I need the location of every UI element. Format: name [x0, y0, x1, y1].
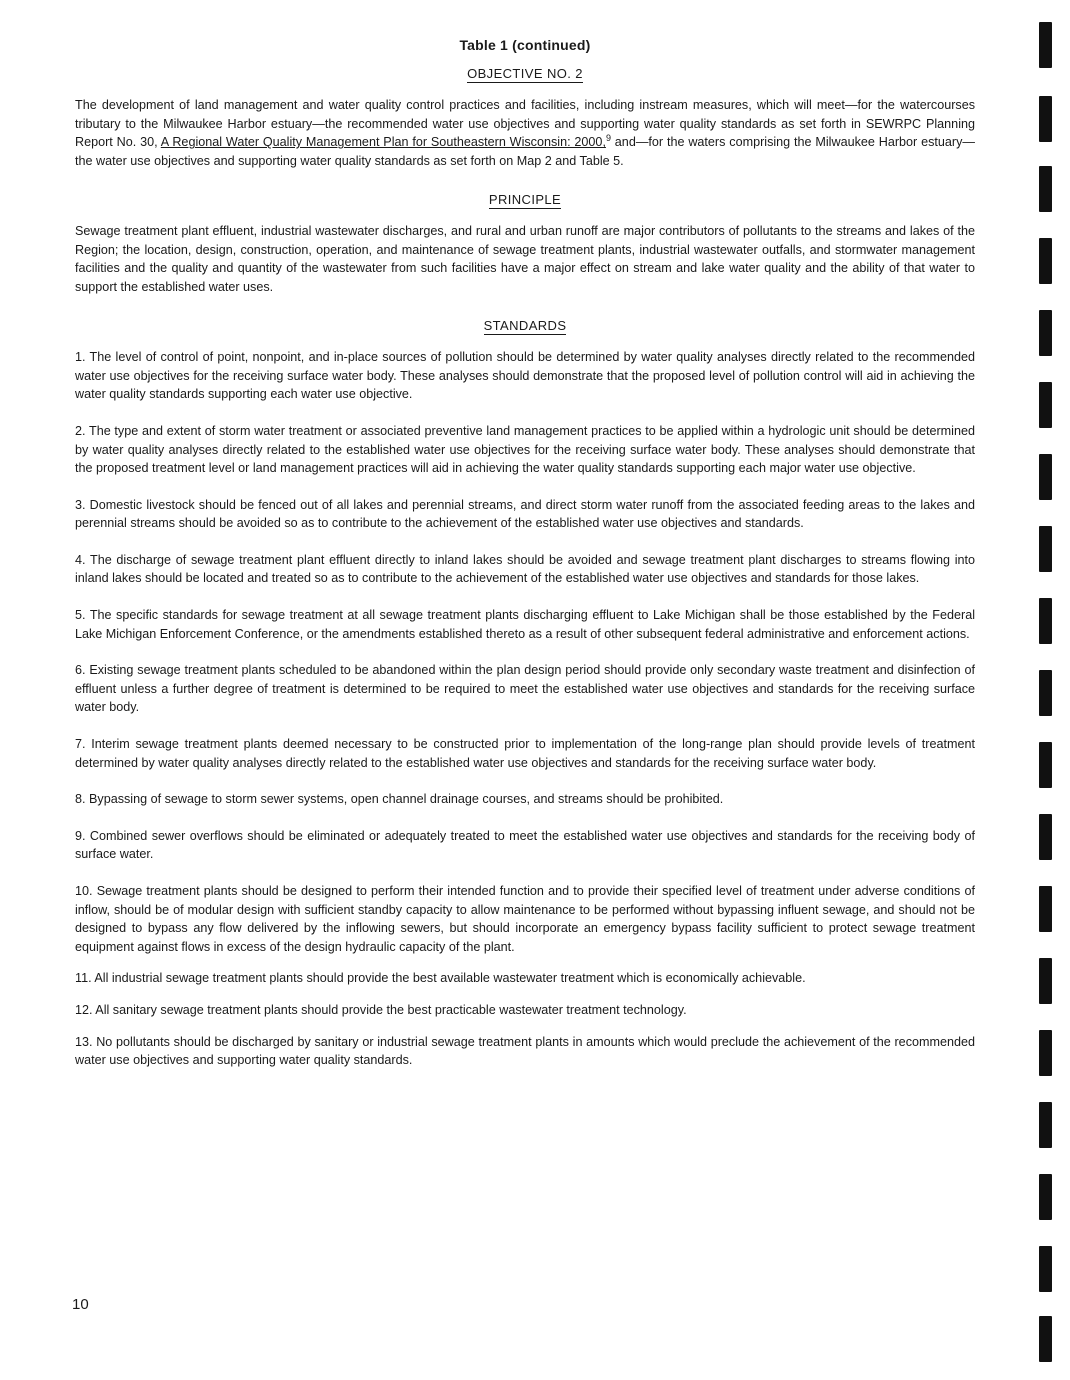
- footnote-marker: 9: [605, 133, 611, 144]
- binding-mark: [1039, 454, 1052, 500]
- binding-mark: [1039, 670, 1052, 716]
- standard-item-12: 12. All sanitary sewage treatment plants should provide the best practicable wastewater treatment technology.: [75, 1002, 687, 1017]
- table-title: Table 1 (continued): [459, 37, 591, 53]
- objective-heading: [75, 65, 975, 84]
- binding-mark: [1039, 742, 1052, 788]
- objective-text-after: and—for the waters comprising the Milwaukee Harbor estuary—the water use objectives and supporting water quality standards as set forth on Map 2 and Table 5.: [75, 135, 975, 168]
- standard-item-9: 9. Combined sewer overflows should be eliminated or adequately treated to meet the established water use objectives and standards for the receiving body of surface water.: [75, 828, 975, 862]
- standards-heading-text: STANDARDS: [483, 317, 567, 333]
- standard-item-11: 11. All industrial sewage treatment plants should provide the best available wastewater treatment which is economically achievable.: [75, 971, 806, 986]
- binding-marks: [1037, 0, 1057, 1380]
- standards-list: [75, 348, 975, 1070]
- objective-heading-text: OBJECTIVE NO. 2: [467, 65, 583, 81]
- binding-mark: [1039, 526, 1052, 572]
- binding-mark: [1039, 814, 1052, 860]
- document-content: [75, 36, 975, 1083]
- objective-paragraph: [75, 96, 975, 170]
- binding-mark: [1039, 1102, 1052, 1148]
- report-title: A Regional Water Quality Management Plan for Southeastern Wisconsin: 2000,: [160, 135, 606, 150]
- standard-item-2: 2. The type and extent of storm water treatment or associated preventive land management practices to be applied within a hydrologic unit should be determined by water quality analyses directly related to the established water use objectives for the receiving surface water body. These analyses should demonstrate that the proposed treatment level or land management practices will aid in achieving the water quality standards supporting each major water use objective.: [75, 423, 975, 476]
- binding-mark: [1039, 1174, 1052, 1220]
- principle-paragraph: Sewage treatment plant effluent, industrial wastewater discharges, and rural and urban runoff are major contributors of pollutants to the streams and lakes of the Region; the location, design, construction, operation, and maintenance of sewage treatment plants, industrial wastewater outfalls, and stormwater management facilities and the quality and quantity of the wastewater from such facilities have a major effect on stream and lake water quality and the ability of that water to support the established water uses.: [75, 224, 975, 294]
- principle-heading-text: PRINCIPLE: [488, 191, 562, 207]
- binding-mark: [1039, 96, 1052, 142]
- standard-item-5: 5. The specific standards for sewage treatment at all sewage treatment plants discharging effluent to Lake Michigan shall be those established by the Federal Lake Michigan Enforcement Conference, or the amendments established thereto as a result of other subsequent federal administrative and enforcement actions.: [75, 608, 975, 641]
- binding-mark: [1039, 22, 1052, 68]
- standard-item-10: 10. Sewage treatment plants should be designed to perform their intended function and to provide their specified level of treatment under adverse conditions of inflow, should be of modular design with sufficient standby capacity to allow maintenance to be performed without bypassing influent sewage, and should not be designed to bypass any flow delivered by the inflowing sewers, but should incorporate an emergency bypass facility sufficient to protect sewage treatment equipment against flows in excess of the design hydraulic capacity of the plant.: [75, 884, 975, 954]
- binding-mark: [1039, 382, 1052, 428]
- binding-mark: [1039, 1246, 1052, 1292]
- standards-heading: [75, 317, 975, 336]
- page-number: 10: [72, 1296, 89, 1313]
- binding-mark: [1039, 598, 1052, 644]
- standard-item-3: 3. Domestic livestock should be fenced out of all lakes and perennial streams, and direct storm water runoff from the associated feeding areas to the lakes and perennial streams should be avoided so as to contribute to the achievement of the established water use objectives and standards.: [75, 497, 975, 531]
- binding-mark: [1039, 238, 1052, 284]
- binding-mark: [1039, 310, 1052, 356]
- standard-item-7: 7. Interim sewage treatment plants deemed necessary to be constructed prior to implementation of the long-range plan should provide levels of treatment determined by water quality analyses directly related to the established water use objectives and standards for the receiving surface water body.: [75, 737, 975, 770]
- objective-text-before: The development of land management and water quality control practices and facilities, including instream measures, which will meet—for the watercourses tributary to the Milwaukee Harbor estuary—the recommended water use objectives and supporting water quality standards as set forth in SEWRPC Planning Report No. 30,: [75, 98, 975, 150]
- standard-item-4: 4. The discharge of sewage treatment plant effluent directly to inland lakes should be avoided and sewage treatment plant discharges to streams flowing into inland lakes should be located and treated so as to contribute to the achievement of the established water use objectives and standards for those lakes.: [75, 552, 975, 586]
- binding-mark: [1039, 1316, 1052, 1362]
- standard-item-1: 1. The level of control of point, nonpoint, and in-place sources of pollution should be determined by water quality analyses directly related to the recommended water use objectives for the receiving surface water body. These analyses should demonstrate that the proposed level of pollution control will aid in achieving the water quality standards supporting each water use objective.: [75, 350, 975, 402]
- binding-mark: [1039, 166, 1052, 212]
- binding-mark: [1039, 958, 1052, 1004]
- binding-mark: [1039, 886, 1052, 932]
- principle-heading: [75, 191, 975, 210]
- standard-item-13: 13. No pollutants should be discharged by sanitary or industrial sewage treatment plants in amounts which would preclude the achievement of the recommended water use objectives and supporting water quality standards.: [75, 1034, 975, 1068]
- standard-item-8: 8. Bypassing of sewage to storm sewer systems, open channel drainage courses, and streams should be prohibited.: [75, 792, 724, 807]
- binding-mark: [1039, 1030, 1052, 1076]
- standard-item-6: 6. Existing sewage treatment plants scheduled to be abandoned within the plan design period should provide only secondary waste treatment and disinfection of effluent unless a further degree of treatment is determined to be required to meet the established water use objectives and standards for the receiving surface water body.: [75, 663, 975, 715]
